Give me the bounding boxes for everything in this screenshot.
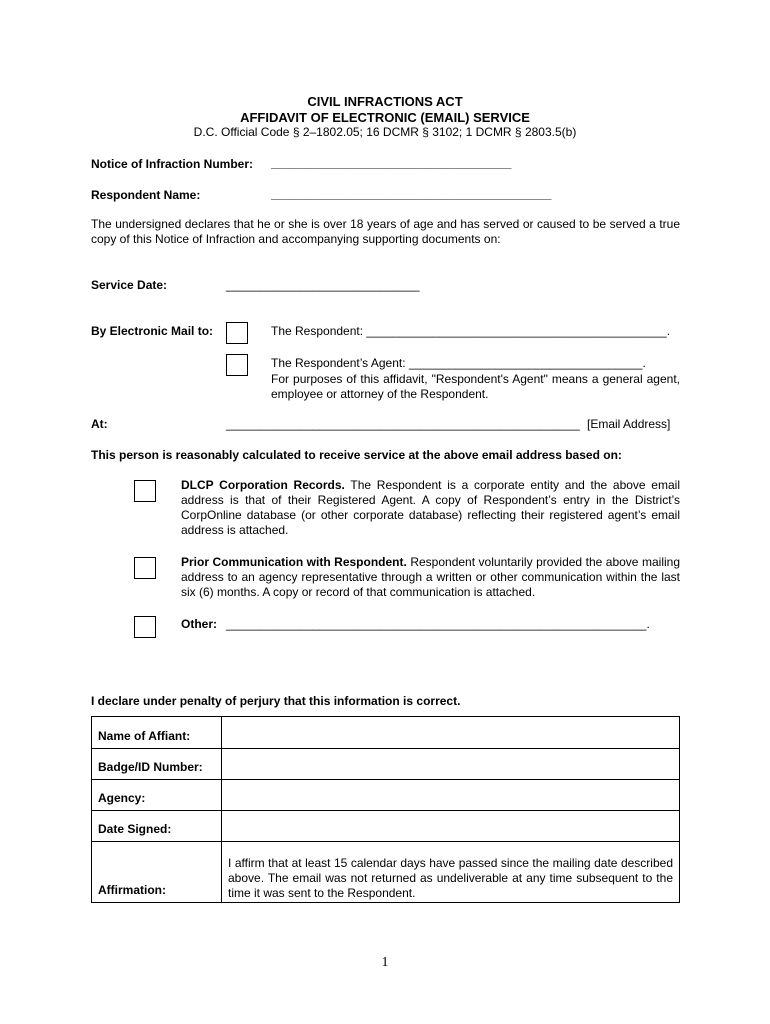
legal-citation: D.C. Official Code § 2–1802.05; 16 DCMR § 3102; 1 DCMR § 2803.5(b)	[193, 125, 577, 139]
affirmation-label: Affirmation:	[92, 842, 222, 903]
other-label: Other:	[181, 617, 217, 631]
date-signed-label: Date Signed:	[92, 811, 222, 842]
prior-communication-text: Respondent voluntarily provided the above mailing address to an agency representative through a written or other communication within the last six (6) months. A copy or record of that communication is attached.	[181, 555, 680, 599]
date-signed-cell[interactable]	[222, 811, 680, 842]
prior-communication-title: Prior Communication with Respondent.	[181, 555, 407, 569]
agent-checkbox[interactable]	[226, 354, 248, 376]
affiant-name-label: Name of Affiant:	[92, 717, 222, 749]
table-row	[92, 811, 680, 842]
perjury-statement: I declare under penalty of perjury that this information is correct.	[91, 694, 461, 708]
at-label: At:	[91, 417, 108, 431]
declaration-paragraph: The undersigned declares that he or she is over 18 years of age and has served or caused to be served a true copy of this Notice of Infraction and accompanying supporting documents on:	[91, 217, 680, 246]
prior-communication-checkbox[interactable]	[134, 557, 156, 579]
affirmation-text: I affirm that at least 15 calendar days have passed since the mailing date described above. The email was not returned as undeliverable at any time subsequent to the time it was sent to the Respondent.	[222, 842, 680, 903]
table-row	[92, 749, 680, 780]
table-row	[92, 842, 680, 903]
email-address-hint: [Email Address]	[587, 417, 671, 431]
electronic-mail-label: By Electronic Mail to:	[91, 324, 214, 338]
respondent-name-label: Respondent Name:	[91, 188, 201, 202]
agent-definition: For purposes of this affidavit, "Respondent's Agent" means a general agent, employee or attorney of the Respondent.	[271, 372, 680, 401]
affiant-name-cell[interactable]	[222, 717, 680, 749]
agent-option: The Respondent’s Agent: ___________________________________.	[271, 356, 646, 370]
form-title: CIVIL INFRACTIONS ACT	[307, 94, 463, 109]
table-row	[92, 717, 680, 749]
agency-cell[interactable]	[222, 780, 680, 811]
basis-heading: This person is reasonably calculated to receive service at the above email address based on:	[91, 448, 622, 462]
page-number: 1	[381, 955, 389, 970]
service-date-label: Service Date:	[91, 278, 168, 292]
respondent-checkbox[interactable]	[226, 322, 248, 344]
agency-label: Agency:	[92, 780, 222, 811]
respondent-name-field[interactable]: __________________________________________	[271, 187, 552, 201]
respondent-option: The Respondent: _____________________________________________.	[271, 324, 671, 338]
dlcp-text: The Respondent is a corporate entity and the above email address is that of their Registered Agent. A copy of Respondent’s entry in the District’s CorpOnline database (or other corporate database) reflecting their registered agent’s email address is attached.	[181, 478, 680, 537]
notice-number-label: Notice of Infraction Number:	[91, 157, 254, 171]
notice-number-field[interactable]: ____________________________________	[271, 156, 512, 170]
affiant-table	[91, 716, 680, 903]
dlcp-title: DLCP Corporation Records.	[181, 478, 345, 492]
table-row	[92, 780, 680, 811]
dlcp-checkbox[interactable]	[134, 480, 156, 502]
other-checkbox[interactable]	[134, 616, 156, 638]
other-field[interactable]: _______________________________________________________________.	[226, 617, 650, 631]
badge-id-label: Badge/ID Number:	[92, 749, 222, 780]
prior-communication-option	[181, 555, 680, 600]
dlcp-option	[181, 478, 680, 538]
email-address-field[interactable]: _____________________________________________________	[226, 417, 580, 431]
service-date-field[interactable]: _____________________________	[226, 278, 420, 292]
badge-id-cell[interactable]	[222, 749, 680, 780]
form-subtitle: AFFIDAVIT OF ELECTRONIC (EMAIL) SERVICE	[240, 110, 530, 125]
